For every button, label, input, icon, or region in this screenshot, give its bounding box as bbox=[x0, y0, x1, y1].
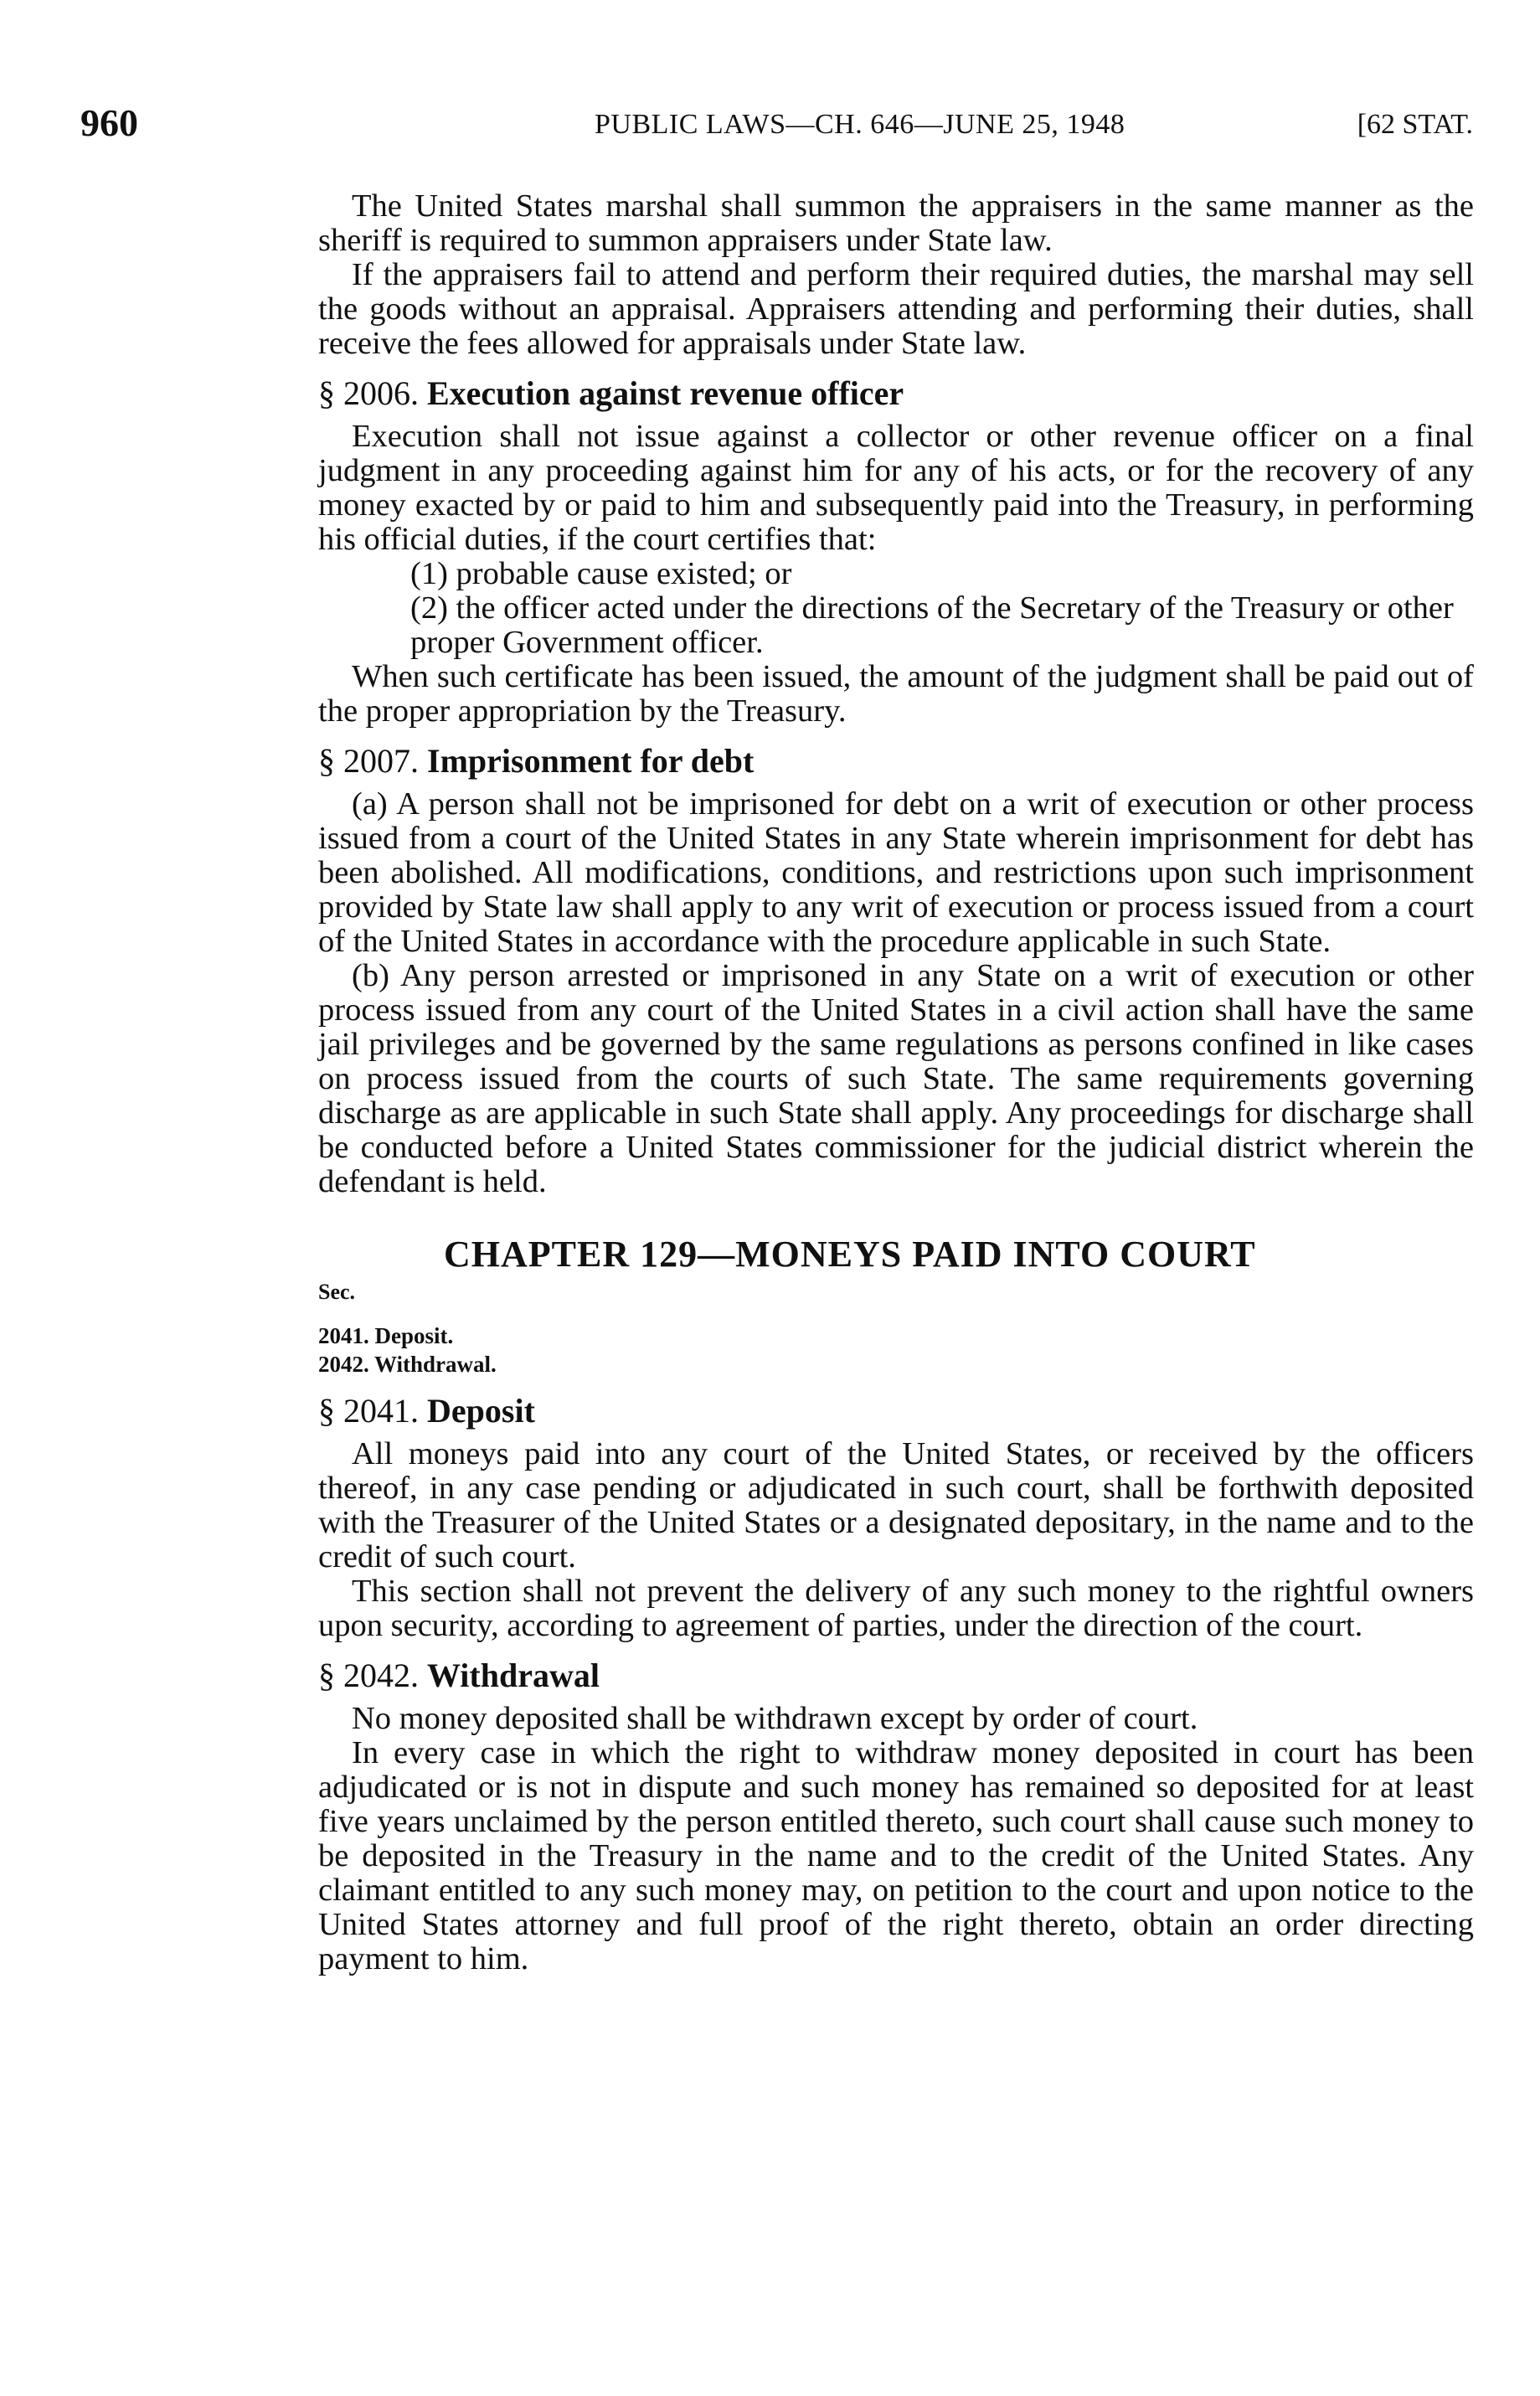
toc-item: 2042. Withdrawal. bbox=[318, 1352, 497, 1377]
section-number: § 2041. bbox=[318, 1392, 419, 1430]
statute-reference: [62 STAT. bbox=[1357, 109, 1473, 140]
page-number: 960 bbox=[80, 101, 138, 144]
page-header bbox=[80, 100, 1473, 142]
paragraph-2041-2: This section shall not prevent the delivery of any such money to the rightful owners upon security, according to agreement of parties, under the direction of the court. bbox=[318, 1574, 1474, 1643]
section-heading-2006 bbox=[318, 374, 1474, 413]
chapter-toc bbox=[318, 1322, 1474, 1378]
section-number: § 2042. bbox=[318, 1657, 419, 1694]
chapter-title: CHAPTER 129—MONEYS PAID INTO COURT bbox=[444, 1234, 1256, 1275]
section-heading-2041 bbox=[318, 1392, 1474, 1430]
chapter-sec-label: Sec. bbox=[318, 1280, 356, 1304]
section-title: Withdrawal bbox=[427, 1657, 600, 1694]
paragraph-2006-closing: When such certificate has been issued, the amount of the judgment shall be paid out of the proper appropriation by the Treasury. bbox=[318, 659, 1474, 729]
section-heading-2007 bbox=[318, 742, 1474, 781]
toc-item: 2041. Deposit. bbox=[318, 1323, 454, 1348]
paragraph-2041-1: All moneys paid into any court of the United States, or received by the officers thereof, in any case pending or adjudicated in such court, shall be forthwith deposited with the Treasurer of the United States or a designated depositary, in the name and to the credit of such court. bbox=[318, 1436, 1474, 1574]
paragraph-appraisers-fail: If the appraisers fail to attend and perform their required duties, the marshal may sell the goods without an appraisal. Appraisers attending and performing their duties, shall receive the fees allowed for appraisals under State law. bbox=[318, 257, 1474, 361]
list-item-1: (1) probable cause existed; or bbox=[410, 556, 792, 591]
section-number: § 2007. bbox=[318, 742, 419, 780]
section-heading-2042 bbox=[318, 1657, 1474, 1695]
chapter-block bbox=[318, 1233, 1474, 1378]
paragraph-2007-b: (b) Any person arrested or imprisoned in any State on a writ of execution or other process issued from any court of the United States in a civil action shall have the same jail privileges and be governed by the same regulations as persons confined in like cases on process issued from the courts of such State. The same requirements governing discharge as are applicable in such State shall apply. Any proceedings for discharge shall be conducted before a United States commissioner for the judicial district wherein the defendant is held. bbox=[318, 958, 1474, 1199]
paragraph-2006-intro: Execution shall not issue against a collector or other revenue officer on a final judgment in any proceeding against him for any of his acts, or for the recovery of any money exacted by or paid to him and subsequently paid into the Treasury, in performing his official duties, if the court certifies that: bbox=[318, 419, 1474, 557]
section-title: Deposit bbox=[427, 1392, 535, 1430]
running-title: PUBLIC LAWS—CH. 646—JUNE 25, 1948 bbox=[595, 109, 1125, 140]
section-number: § 2006. bbox=[318, 374, 419, 412]
paragraph-marshal-summon: The United States marshal shall summon the appraisers in the same manner as the sheriff is required to summon appraisers under State law. bbox=[318, 188, 1474, 258]
section-title: Imprisonment for debt bbox=[427, 742, 755, 780]
list-item-2: (2) the officer acted under the directions of the Secretary of the Treasury or other proper Government officer. bbox=[410, 590, 1454, 660]
paragraph-2007-a: (a) A person shall not be imprisoned for debt on a writ of execution or other process issued from a court of the United States in any State wherein imprisonment for debt has been abolished. All modifications, conditions, and restrictions upon such imprisonment provided by State law shall apply to any writ of execution or process issued from a court of the United States in accordance with the procedure applicable in such State. bbox=[318, 786, 1474, 959]
body-text bbox=[318, 189, 1474, 1976]
paragraph-2042-1: No money deposited shall be withdrawn except by order of court. bbox=[352, 1701, 1198, 1736]
paragraph-2042-2: In every case in which the right to withdraw money deposited in court has been adjudicated or is not in dispute and such money has remained so deposited for at least five years unclaimed by the person entitled thereto, such court shall cause such money to be deposited in the Treasury in the name and to the credit of the United States. Any claimant entitled to any such money may, on petition to the court and upon notice to the United States attorney and full proof of the right thereto, obtain an order directing payment to him. bbox=[318, 1735, 1474, 1976]
section-title: Execution against revenue officer bbox=[427, 374, 904, 412]
